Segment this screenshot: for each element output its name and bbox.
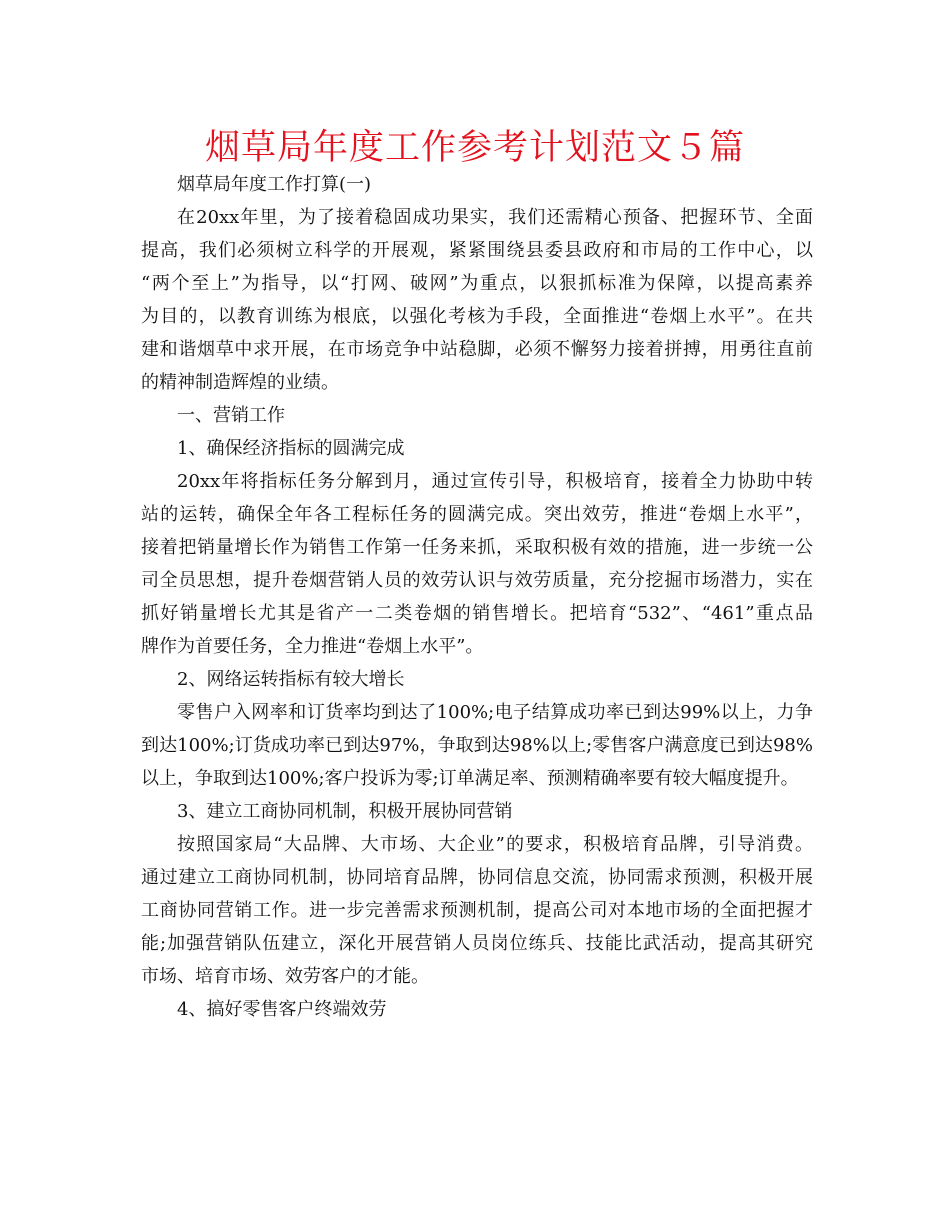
- text-line: 零售户入网率和订货率均到达了100%;电子结算成功率已到达99%以上，力争: [177, 702, 813, 723]
- text-line: 2、网络运转指标有较大增长: [177, 669, 405, 690]
- text-line: “两个至上”为指导，以“打网、破网”为重点，以狠抓标准为保障，以提高素养: [141, 273, 813, 294]
- body-paragraph: [141, 465, 813, 663]
- text-line: 工商协同营销工作。进一步完善需求预测机制，提高公司对本地市场的全面把握才: [141, 900, 813, 921]
- text-line: 站的运转，确保全年各工程标任务的圆满完成。突出效劳，推进“卷烟上水平”，: [141, 504, 813, 525]
- text-line: 牌作为首要任务，全力推进“卷烟上水平”。: [141, 636, 484, 657]
- section-heading: [141, 993, 813, 1026]
- text-line: 3、建立工商协同机制，积极开展协同营销: [177, 801, 513, 822]
- body-paragraph: [141, 696, 813, 795]
- text-line: 20xx年将指标任务分解到月，通过宣传引导，积极培育，接着全力协助中转: [177, 471, 813, 492]
- text-line: 接着把销量增长作为销售工作第一任务来抓，采取积极有效的措施，进一步统一公: [141, 537, 813, 558]
- text-line: 通过建立工商协同机制，协同培育品牌，协同信息交流，协同需求预测，积极开展: [141, 867, 813, 888]
- text-line: 司全员思想，提升卷烟营销人员的效劳认识与效劳质量，充分挖掘市场潜力，实在: [141, 570, 813, 591]
- section-heading: [141, 168, 813, 201]
- text-line: 市场、培育市场、效劳客户的才能。: [141, 966, 429, 987]
- section-heading: [141, 432, 813, 465]
- text-line: 在20xx年里，为了接着稳固成功果实，我们还需精心预备、把握环节、全面: [177, 207, 813, 228]
- body-paragraph: [141, 828, 813, 993]
- text-line: 到达100%;订货成功率已到达97%，争取到达98%以上;零售客户满意度已到达98%: [141, 735, 813, 756]
- text-line: 烟草局年度工作打算(一): [177, 174, 372, 195]
- text-line: 以上，争取到达100%;客户投诉为零;订单满足率、预测精确率要有较大幅度提升。: [141, 768, 799, 789]
- body-paragraph: [141, 201, 813, 399]
- text-line: 一、营销工作: [177, 405, 285, 426]
- section-heading: [141, 663, 813, 696]
- text-line: 1、确保经济指标的圆满完成: [177, 438, 405, 459]
- text-line: 为目的，以教育训练为根底，以强化考核为手段，全面推进“卷烟上水平”。在共: [141, 306, 813, 327]
- section-heading: [141, 795, 813, 828]
- text-line: 4、搞好零售客户终端效劳: [177, 999, 387, 1020]
- text-line: 的精神制造辉煌的业绩。: [141, 372, 339, 393]
- text-line: 提高，我们必须树立科学的开展观，紧紧围绕县委县政府和市局的工作中心，以: [141, 240, 813, 261]
- text-line: 能;加强营销队伍建立，深化开展营销人员岗位练兵、技能比武活动，提高其研究: [141, 933, 813, 954]
- section-heading: [141, 399, 813, 432]
- text-line: 按照国家局“大品牌、大市场、大企业”的要求，积极培育品牌，引导消费。: [177, 834, 813, 855]
- document-title: 烟草局年度工作参考计划范文５篇: [204, 128, 745, 168]
- text-line: 抓好销量增长尤其是省产一二类卷烟的销售增长。把培育“532”、“461”重点品: [141, 603, 813, 624]
- text-line: 建和谐烟草中求开展，在市场竞争中站稳脚，必须不懈努力接着拼搏，用勇往直前: [141, 339, 813, 360]
- document-body: [141, 168, 813, 1026]
